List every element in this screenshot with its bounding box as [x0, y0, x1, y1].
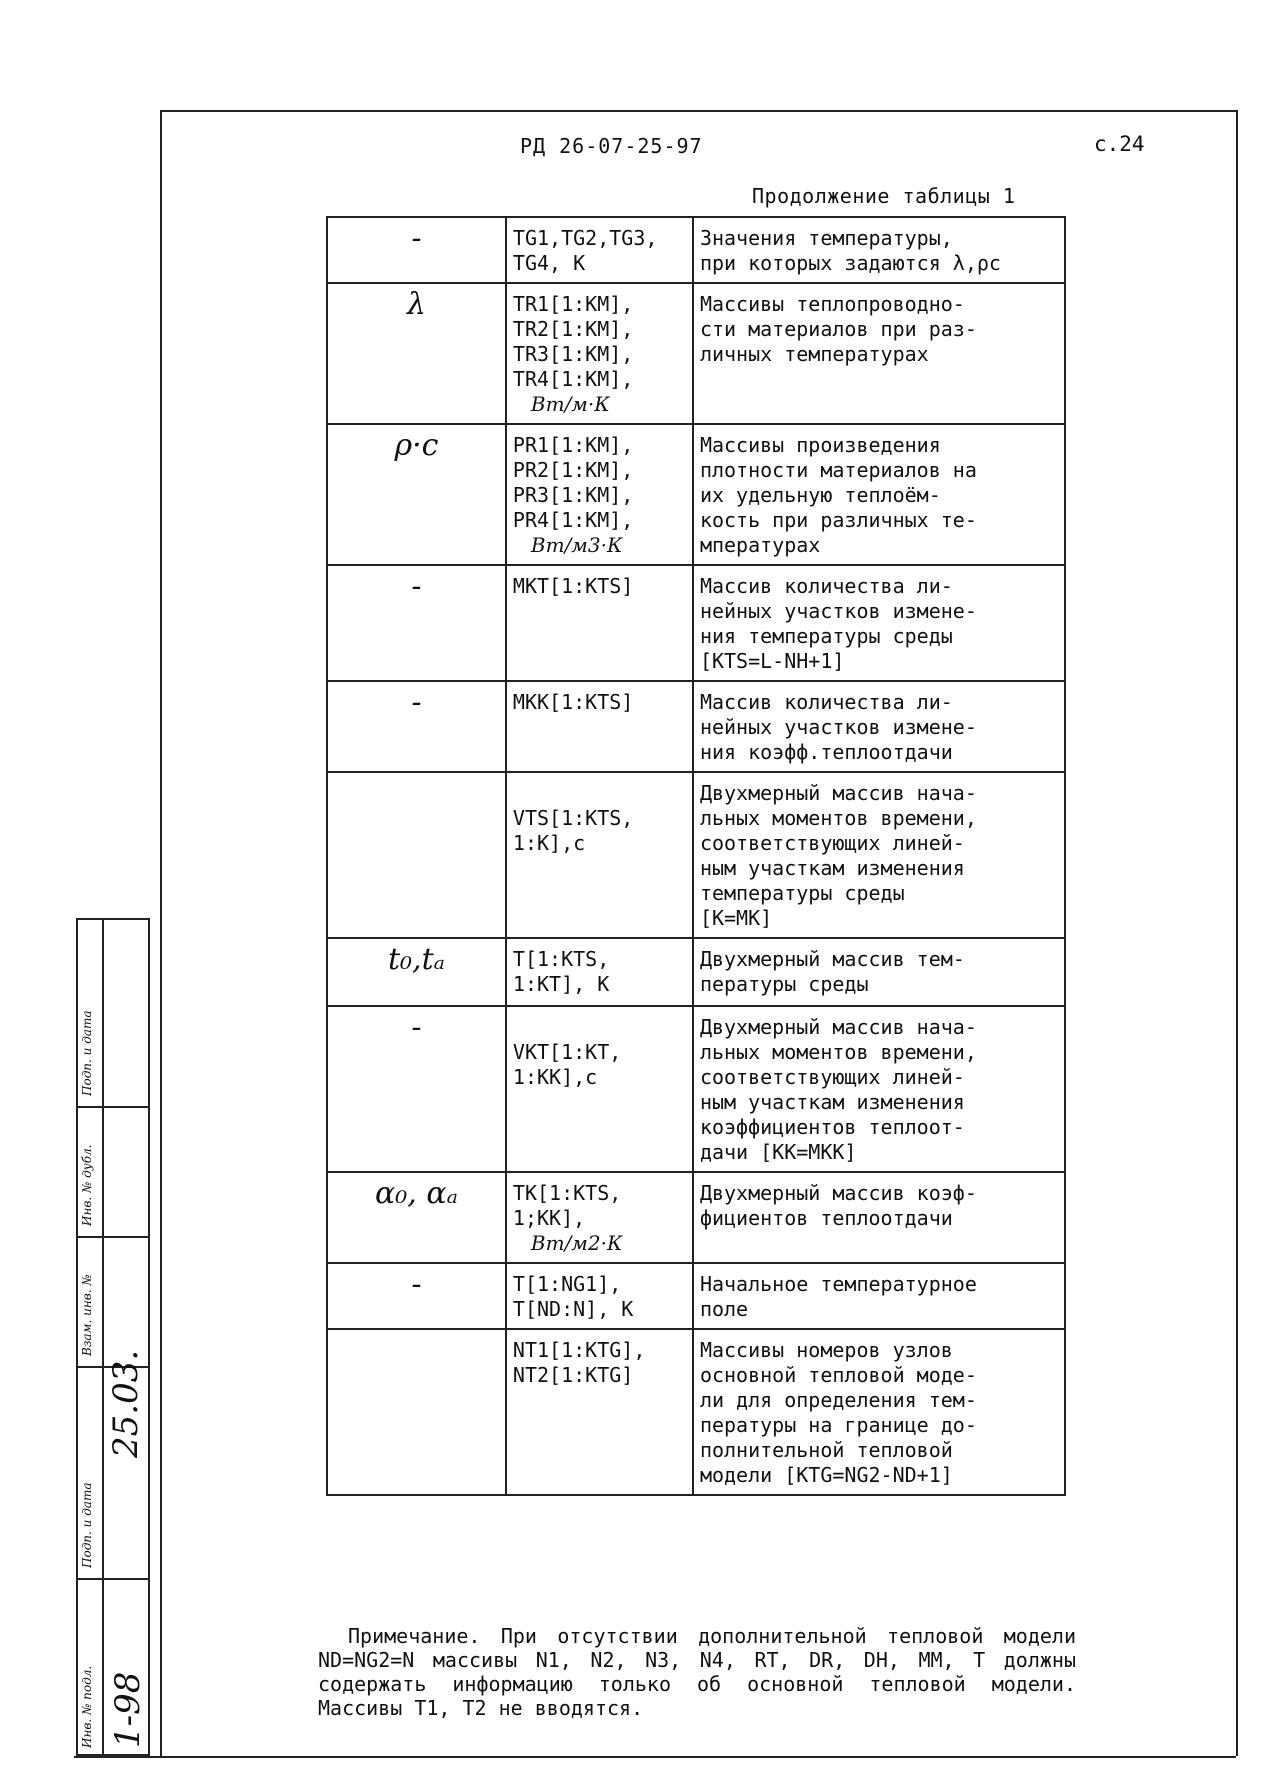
stamp-handwritten-inv: 1-98 [108, 1671, 148, 1748]
symbol-text: t₀,tₐ [387, 942, 445, 977]
symbol-cell [327, 938, 506, 1006]
document-code: РД 26-07-25-97 [520, 134, 703, 158]
table-row [327, 424, 1065, 565]
stamp-label-inv-dubl: Инв. № дубл. [80, 1144, 94, 1226]
identifier-text: MKK[1:KTS] [512, 690, 634, 714]
symbol-text: - [411, 221, 422, 256]
description-text: Начальное температурное поле [699, 1272, 977, 1321]
identifier-text: T[1:KTS, 1:KT], К [512, 947, 610, 996]
table-row [327, 1172, 1065, 1263]
symbol-cell [327, 1172, 506, 1263]
stamp-label-podp-data: Подп. и дата [80, 1010, 94, 1096]
page-number: с.24 [1094, 132, 1145, 156]
identifier-cell [506, 424, 693, 565]
identifier-cell [506, 217, 693, 283]
symbol-text: - [411, 1010, 422, 1045]
table-row [327, 938, 1065, 1006]
table-continuation-label: Продолжение таблицы 1 [752, 184, 1016, 208]
description-cell [693, 565, 1065, 681]
identifier-text: NT1[1:KTG], NT2[1:KTG] [512, 1338, 646, 1387]
symbol-text: λ [406, 287, 426, 322]
identifier-text: MKT[1:KTS] [512, 574, 634, 598]
identifier-cell [506, 565, 693, 681]
description-text: Массивы теплопроводно- сти материалов при раз- личных температурах [699, 292, 977, 366]
symbol-text: - [411, 1267, 422, 1302]
description-text: Двухмерный массив нача- льных моментов времени, соответствующих линей- ным участкам изменения коэффициентов теплоот- дачи [KK=MKK] [699, 1015, 977, 1164]
description-cell [693, 1263, 1065, 1329]
identifier-cell [506, 1006, 693, 1172]
identifier-text: TG1,TG2,TG3, TG4, K [512, 226, 658, 275]
stamp-block [76, 918, 148, 1756]
description-text: Двухмерный массив тем- пературы среды [699, 947, 965, 996]
identifier-cell [506, 1263, 693, 1329]
identifier-cell [506, 772, 693, 938]
page-frame-right [1236, 110, 1238, 1756]
description-cell [693, 1172, 1065, 1263]
stamp-label-podp-data-2: Подп. и дата [80, 1482, 94, 1568]
identifier-cell [506, 681, 693, 772]
table-row [327, 565, 1065, 681]
unit-text: Вт/м·К [530, 392, 610, 416]
identifier-text: PR1[1:KM], PR2[1:KM], PR3[1:KM], PR4[1:KM], [512, 433, 634, 532]
description-cell [693, 772, 1065, 938]
table-note: Примечание. При отсутствии дополнительной тепловой модели ND=NG2=N массивы N1, N2, N3, N4, RT, DR, DH, MM, T должны содержать информацию только об основной тепловой модели. Массивы T1, T2 не вводятся. [318, 1624, 1076, 1720]
symbol-text: α₀, αₐ [375, 1176, 458, 1211]
symbol-cell [327, 424, 506, 565]
description-cell [693, 217, 1065, 283]
symbol-cell [327, 681, 506, 772]
symbol-cell [327, 217, 506, 283]
description-cell [693, 1006, 1065, 1172]
table-row [327, 1263, 1065, 1329]
parameters-table [326, 216, 1066, 1496]
symbol-text: - [411, 569, 422, 604]
table-row [327, 1006, 1065, 1172]
identifier-cell [506, 1329, 693, 1495]
stamp-handwritten-date: 25.03. [106, 1349, 146, 1458]
unit-text: Вт/м3·К [530, 533, 623, 557]
description-cell [693, 681, 1065, 772]
stamp-label-vzam: Взам. инв. № [80, 1274, 94, 1356]
symbol-text: - [411, 685, 422, 720]
symbol-cell [327, 565, 506, 681]
identifier-text: T[1:NG1], T[ND:N], К [512, 1272, 634, 1321]
description-cell [693, 424, 1065, 565]
description-text: Двухмерный массив коэф- фициентов теплоотдачи [699, 1181, 977, 1230]
unit-text: Вт/м2·К [530, 1231, 623, 1255]
identifier-text: VKT[1:KT, 1:KK],c [512, 1040, 622, 1089]
identifier-cell [506, 938, 693, 1006]
symbol-cell [327, 772, 506, 938]
description-text: Массив количества ли- нейных участков измене- ния коэфф.теплоотдачи [699, 690, 977, 764]
identifier-cell [506, 1172, 693, 1263]
description-cell [693, 938, 1065, 1006]
symbol-cell [327, 283, 506, 424]
table-row [327, 681, 1065, 772]
symbol-cell [327, 1329, 506, 1495]
table-row [327, 772, 1065, 938]
symbol-cell [327, 1263, 506, 1329]
stamp-label-inv-podl: Инв. № подл. [80, 1665, 94, 1748]
description-text: Значения температуры, при которых задаются λ,ρc [699, 226, 1001, 275]
description-cell [693, 283, 1065, 424]
identifier-text: TR1[1:KM], TR2[1:KM], TR3[1:KM], TR4[1:KM], [512, 292, 634, 391]
table-row [327, 1329, 1065, 1495]
description-text: Двухмерный массив нача- льных моментов времени, соответствующих линей- ным участкам изменения температуры среды [K=MK] [699, 781, 977, 930]
identifier-text: TK[1:KTS, 1;KK], [512, 1181, 622, 1230]
table-row [327, 283, 1065, 424]
description-text: Массивы произведения плотности материалов на их удельную теплоём- кость при различных те- мпературах [699, 433, 977, 557]
description-text: Массив количества ли- нейных участков измене- ния температуры среды [KTS=L-NH+1] [699, 574, 977, 673]
identifier-cell [506, 283, 693, 424]
symbol-text: ρ·c [394, 428, 439, 463]
description-text: Массивы номеров узлов основной тепловой моде- ли для определения тем- пературы на границе до- полнительной тепловой модели [KTG=NG2-ND+1] [699, 1338, 977, 1487]
symbol-cell [327, 1006, 506, 1172]
page-frame-left [160, 110, 162, 1756]
table-row [327, 217, 1065, 283]
page-frame-top [160, 110, 1236, 112]
page-frame-bottom [74, 1756, 1236, 1758]
description-cell [693, 1329, 1065, 1495]
identifier-text: VTS[1:KTS, 1:K],c [512, 806, 634, 855]
